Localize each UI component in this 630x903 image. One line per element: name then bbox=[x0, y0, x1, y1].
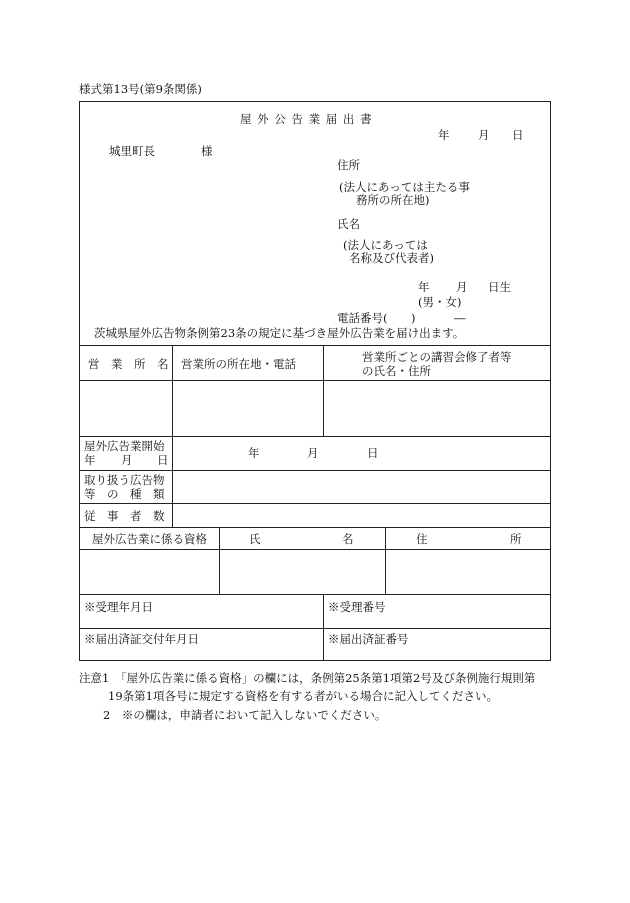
start-label-day: 日 bbox=[157, 453, 169, 467]
header-name-b: 名 bbox=[342, 532, 354, 546]
col-divider-1b bbox=[323, 345, 324, 436]
header-address-a: 住 bbox=[416, 532, 428, 546]
phone-dash: ― bbox=[454, 311, 466, 325]
header-name-a: 氏 bbox=[249, 532, 261, 546]
certificate-date-label: ※届出済証交付年月日 bbox=[84, 632, 199, 646]
divider-qual-bottom bbox=[79, 594, 551, 595]
name-label: 氏名 bbox=[337, 217, 360, 231]
addressee-honorific: 様 bbox=[201, 144, 213, 158]
divider-workers-row bbox=[79, 527, 551, 528]
workers-label: 従 事 者 数 bbox=[84, 509, 165, 523]
type-label-line1: 取り扱う広告物 bbox=[84, 473, 165, 487]
divider-table1-header bbox=[79, 380, 551, 381]
name-note-2: 名称及び代表者) bbox=[349, 251, 434, 265]
col-divider-2b bbox=[385, 527, 386, 594]
header-office-address: 営業所の所在地・電話 bbox=[181, 357, 296, 371]
header-trainee-line1: 営業所ごとの講習会修了者等 bbox=[362, 350, 512, 364]
phone-close-paren: ) bbox=[411, 311, 416, 325]
date-month-label: 月 bbox=[478, 128, 490, 142]
header-trainee-line2: の氏名・住所 bbox=[362, 364, 431, 378]
divider-table-top bbox=[79, 345, 551, 346]
form-number-label: 様式第13号(第9条関係) bbox=[79, 82, 202, 96]
start-value-year: 年 bbox=[248, 446, 260, 460]
form-frame bbox=[79, 101, 551, 661]
gender-label: (男・女) bbox=[418, 295, 462, 309]
certificate-number-label: ※届出済証番号 bbox=[328, 632, 409, 646]
address-label: 住所 bbox=[337, 158, 360, 172]
name-note-1: (法人にあっては bbox=[343, 238, 428, 252]
header-address-b: 所 bbox=[510, 532, 522, 546]
divider-qual-header bbox=[79, 549, 551, 550]
start-value-month: 月 bbox=[307, 446, 319, 460]
statement-text: 茨城県屋外広告物条例第23条の規定に基づき屋外広告業を届け出ます。 bbox=[94, 326, 465, 340]
date-day-label: 日 bbox=[512, 128, 524, 142]
birth-day-label: 日生 bbox=[488, 280, 511, 294]
start-label-year: 年 bbox=[84, 453, 96, 467]
header-qualification: 屋外広告業に係る資格 bbox=[92, 532, 207, 546]
col-divider-2a bbox=[219, 527, 220, 594]
start-label-month: 月 bbox=[121, 453, 133, 467]
start-value-day: 日 bbox=[367, 446, 379, 460]
divider-office-row bbox=[79, 628, 551, 629]
note-1-line1: 注意1 「屋外広告業に係る資格」の欄には，条例第25条第1項第2号及び条例施行規則第 bbox=[79, 671, 536, 685]
received-date-label: ※受理年月日 bbox=[84, 600, 153, 614]
col-divider-label bbox=[172, 436, 173, 527]
col-divider-office bbox=[323, 594, 324, 661]
col-divider-1a bbox=[172, 345, 173, 436]
birth-month-label: 月 bbox=[456, 280, 468, 294]
note-1-line2: 19条第1項各号に規定する資格を有する者がいる場合に記入してください。 bbox=[108, 689, 498, 703]
divider-table1-bottom bbox=[79, 436, 551, 437]
divider-type-row bbox=[79, 503, 551, 504]
note-2: 2 ※の欄は，申請者において記入しないでください。 bbox=[103, 708, 387, 722]
header-office-name: 営 業 所 名 bbox=[88, 357, 169, 371]
address-note-2: 務所の所在地) bbox=[356, 193, 430, 207]
addressee-name: 城里町長 bbox=[109, 144, 155, 158]
start-label-line1: 屋外広告業開始 bbox=[84, 439, 165, 453]
type-label-line2: 等 の 種 類 bbox=[84, 487, 165, 501]
address-note-1: (法人にあっては主たる事 bbox=[339, 180, 470, 194]
form-title: 屋 外 公 告 業 届 出 書 bbox=[240, 112, 373, 126]
divider-start-row bbox=[79, 470, 551, 471]
received-number-label: ※受理番号 bbox=[328, 600, 386, 614]
birth-year-label: 年 bbox=[418, 280, 430, 294]
phone-label: 電話番号( bbox=[337, 311, 388, 325]
date-year-label: 年 bbox=[438, 128, 450, 142]
